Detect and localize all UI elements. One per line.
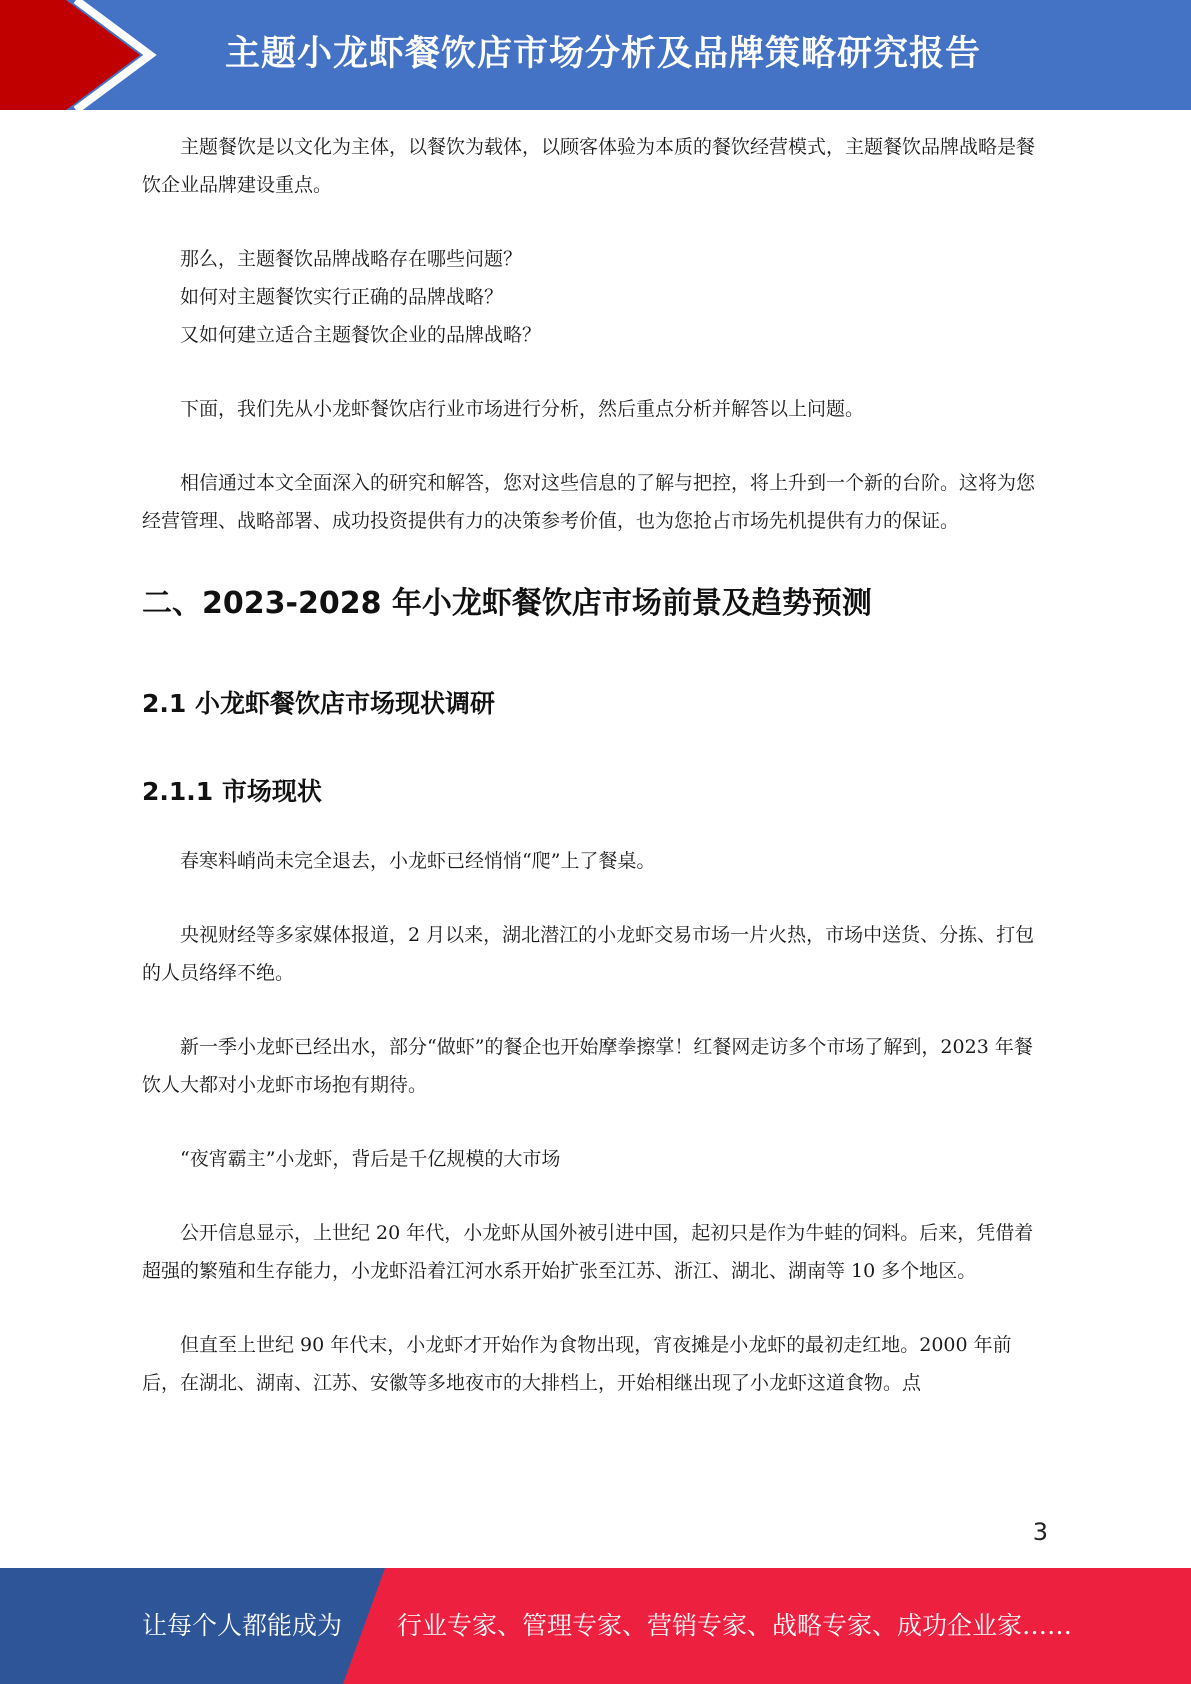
document-body [142, 128, 1046, 1402]
belief-paragraph: 相信通过本文全面深入的研究和解答，您对这些信息的了解与把控，将上升到一个新的台阶。这将为您经营管理、战略部署、成功投资提供有力的决策参考价值，也为您抢占市场先机提供有力的保证。 [142, 472, 1036, 532]
page-footer [0, 1568, 1191, 1684]
paragraph-4: “夜宵霸主”小龙虾，背后是千亿规模的大市场 [180, 1148, 561, 1170]
subsubsection-heading: 2.1.1 市场现状 [142, 777, 322, 806]
paragraph-2: 央视财经等多家媒体报道，2 月以来，湖北潜江的小龙虾交易市场一片火热，市场中送货、分拣、打包的人员络绎不绝。 [142, 924, 1035, 984]
paragraph-3: 新一季小龙虾已经出水，部分“做虾”的餐企也开始摩拳擦掌！红餐网走访多个市场了解到，2023 年餐饮人大都对小龙虾市场抱有期待。 [142, 1036, 1033, 1096]
intro-paragraph: 主题餐饮是以文化为主体，以餐饮为载体，以顾客体验为本质的餐饮经营模式，主题餐饮品牌战略是餐饮企业品牌建设重点。 [142, 136, 1036, 196]
question-3: 又如何建立适合主题餐饮企业的品牌战略？ [180, 324, 542, 346]
plan-paragraph: 下面，我们先从小龙虾餐饮店行业市场进行分析，然后重点分析并解答以上问题。 [180, 398, 865, 420]
subsection-heading: 2.1 小龙虾餐饮店市场现状调研 [142, 689, 495, 718]
document-title: 主题小龙虾餐饮店市场分析及品牌策略研究报告 [225, 34, 982, 74]
footer-slogan-left: 让每个人都能成为 [142, 1611, 343, 1640]
header-arrow-decoration [0, 0, 160, 110]
page-header [0, 0, 1191, 110]
question-1: 那么，主题餐饮品牌战略存在哪些问题？ [180, 248, 523, 270]
footer-slogan-right: 行业专家、管理专家、营销专家、战略专家、成功企业家…… [397, 1611, 1073, 1640]
paragraph-1: 春寒料峭尚未完全退去，小龙虾已经悄悄“爬”上了餐桌。 [180, 850, 656, 872]
page-number: 3 [1032, 1518, 1048, 1546]
question-2: 如何对主题餐饮实行正确的品牌战略？ [180, 286, 504, 308]
paragraph-5: 公开信息显示，上世纪 20 年代，小龙虾从国外被引进中国，起初只是作为牛蛙的饲料。后来，凭借着超强的繁殖和生存能力，小龙虾沿着江河水系开始扩张至江苏、浙江、湖北、湖南等 10 多个地区。 [142, 1222, 1034, 1282]
section-heading: 二、2023-2028 年小龙虾餐饮店市场前景及趋势预测 [142, 586, 872, 621]
paragraph-6: 但直至上世纪 90 年代末，小龙虾才开始作为食物出现，宵夜摊是小龙虾的最初走红地。2000 年前后，在湖北、湖南、江苏、安徽等多地夜市的大排档上，开始相继出现了小龙虾这道食物。点 [142, 1334, 1012, 1394]
